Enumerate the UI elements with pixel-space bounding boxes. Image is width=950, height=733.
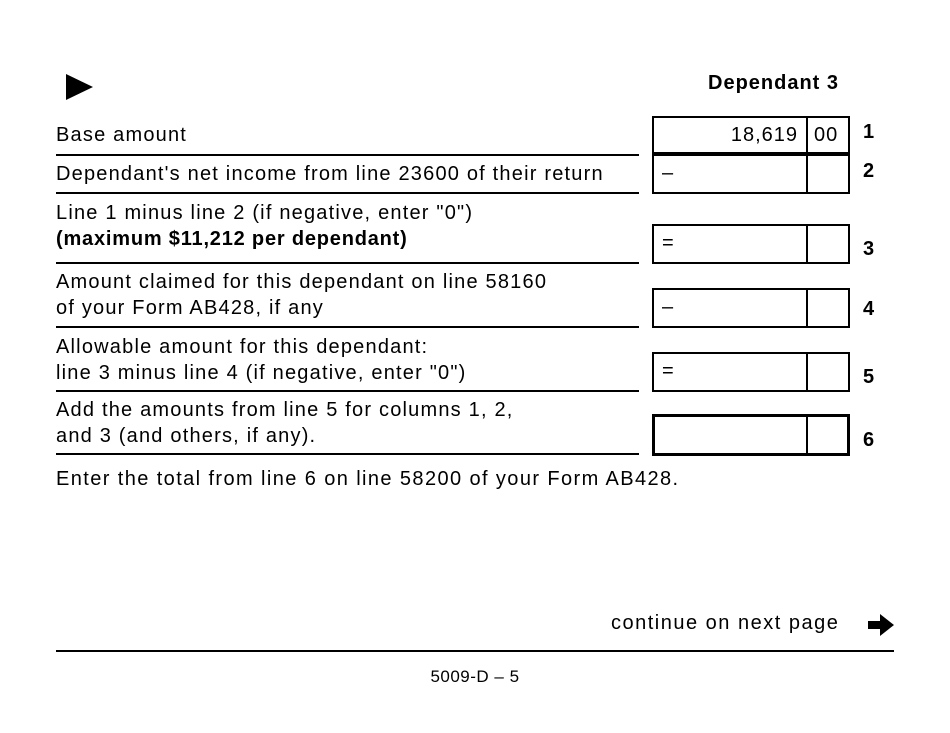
line-3-text: Line 1 minus line 2 (if negative, enter "0")	[56, 202, 474, 224]
line-5-text-1: Allowable amount for this dependant:	[56, 336, 429, 358]
line-5-amount-field[interactable]	[652, 352, 850, 392]
line-2-number: 2	[863, 160, 875, 182]
line-6-total-field[interactable]	[652, 414, 850, 456]
line-4-text-1: Amount claimed for this dependant on line 58160	[56, 271, 548, 293]
line-3-rule	[56, 262, 639, 264]
line-1-description	[56, 122, 187, 148]
line-6-description	[56, 397, 514, 449]
line-6-text-1: Add the amounts from line 5 for columns 1, 2,	[56, 399, 514, 421]
line-2-operator: –	[662, 162, 674, 184]
page-number: 5009-D – 5	[430, 667, 520, 686]
line-2-description	[56, 161, 604, 187]
continue-text: continue on next page	[611, 612, 840, 634]
line-1-text: Base amount	[56, 124, 188, 146]
line-4-number: 4	[863, 298, 875, 320]
line-6-text-2: and 3 (and others, if any).	[56, 425, 317, 447]
line-1-number: 1	[863, 121, 875, 143]
cents-divider	[806, 118, 808, 152]
cents-divider	[806, 226, 808, 262]
line-1-amount-field[interactable]	[652, 116, 850, 154]
line-3-description	[56, 200, 473, 252]
line-5-rule	[56, 390, 639, 392]
line-1-rule	[56, 154, 639, 156]
line-1-cents: 00	[814, 124, 839, 146]
line-4-amount-field[interactable]	[652, 288, 850, 328]
start-arrow-icon	[66, 74, 93, 100]
line-5-operator: =	[662, 360, 674, 382]
cents-divider	[806, 417, 808, 453]
line-4-text-2: of your Form AB428, if any	[56, 297, 324, 319]
line-4-description	[56, 269, 547, 321]
instruction-note: Enter the total from line 6 on line 58200 of your Form AB428.	[56, 468, 680, 490]
line-5-number: 5	[863, 366, 875, 388]
line-3-maximum: (maximum $11,212 per dependant)	[56, 228, 408, 250]
line-3-operator: =	[662, 232, 674, 254]
line-2-rule	[56, 192, 639, 194]
line-2-text: Dependant's net income from line 23600 of their return	[56, 163, 604, 185]
line-3-number: 3	[863, 238, 875, 260]
footer-rule	[56, 650, 894, 652]
line-4-operator: –	[662, 296, 674, 318]
column-title: Dependant 3	[708, 72, 840, 94]
line-2-amount-field[interactable]	[652, 154, 850, 194]
cents-divider	[806, 290, 808, 326]
line-5-description	[56, 334, 467, 386]
line-4-rule	[56, 326, 639, 328]
cents-divider	[806, 156, 808, 192]
line-1-dollars: 18,619	[730, 124, 798, 146]
right-arrow-icon	[866, 612, 896, 638]
line-5-text-2: line 3 minus line 4 (if negative, enter "0")	[56, 362, 467, 384]
line-3-amount-field[interactable]	[652, 224, 850, 264]
line-6-rule	[56, 453, 639, 455]
cents-divider	[806, 354, 808, 390]
line-6-number: 6	[863, 429, 875, 451]
